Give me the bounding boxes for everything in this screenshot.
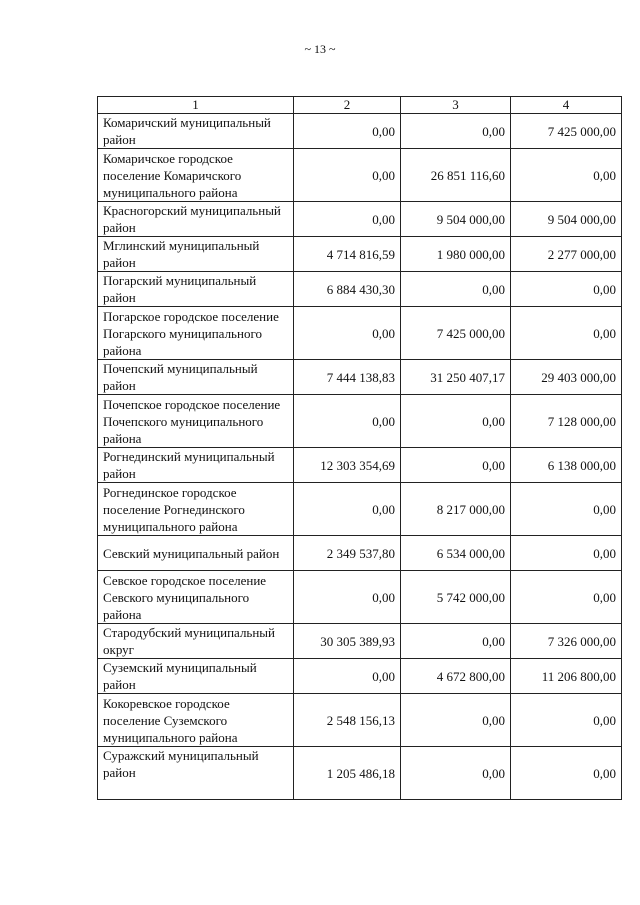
amount-col2: 0,00 [294,571,401,624]
amount-col2: 12 303 354,69 [294,448,401,483]
table-row [98,659,622,694]
municipality-name: Комаричский муниципальный район [98,114,294,149]
municipality-name: Комаричское городское поселение Комаричского муниципального района [98,149,294,202]
amount-col3: 0,00 [401,694,511,747]
amount-col3: 6 534 000,00 [401,536,511,571]
header-row [98,97,622,114]
amount-col2: 0,00 [294,307,401,360]
column-header-1: 1 [98,97,294,114]
amount-col4: 6 138 000,00 [511,448,622,483]
amount-col4: 7 425 000,00 [511,114,622,149]
amount-col2: 2 349 537,80 [294,536,401,571]
amount-col3: 0,00 [401,448,511,483]
municipality-name: Суземский муниципальный район [98,659,294,694]
amount-col4: 0,00 [511,149,622,202]
amount-col2: 1 205 486,18 [294,747,401,800]
table-row [98,149,622,202]
municipality-name: Севское городское поселение Севского муниципального района [98,571,294,624]
amount-col3: 0,00 [401,747,511,800]
municipality-name: Суражский муниципальный район [98,747,294,800]
amount-col3: 0,00 [401,624,511,659]
amount-col2: 0,00 [294,202,401,237]
amount-col3: 4 672 800,00 [401,659,511,694]
amount-col4: 0,00 [511,747,622,800]
amount-col2: 7 444 138,83 [294,360,401,395]
table-row [98,360,622,395]
amount-col3: 0,00 [401,272,511,307]
municipality-name: Почепский муниципальный район [98,360,294,395]
amount-col4: 29 403 000,00 [511,360,622,395]
amount-col3: 8 217 000,00 [401,483,511,536]
amount-col4: 0,00 [511,536,622,571]
budget-table [97,96,622,800]
column-header-3: 3 [401,97,511,114]
table-row [98,624,622,659]
table-row [98,747,622,800]
municipality-name: Рогнединское городское поселение Рогнединского муниципального района [98,483,294,536]
amount-col4: 0,00 [511,483,622,536]
table-row [98,272,622,307]
amount-col2: 0,00 [294,659,401,694]
municipality-name: Погарское городское поселение Погарского муниципального района [98,307,294,360]
amount-col4: 2 277 000,00 [511,237,622,272]
municipality-name: Рогнединский муниципальный район [98,448,294,483]
table-row [98,483,622,536]
table-row [98,237,622,272]
amount-col2: 0,00 [294,395,401,448]
table-row [98,395,622,448]
table-row [98,202,622,237]
table-row [98,307,622,360]
amount-col3: 5 742 000,00 [401,571,511,624]
amount-col3: 0,00 [401,395,511,448]
amount-col4: 9 504 000,00 [511,202,622,237]
municipality-name: Стародубский муниципальный округ [98,624,294,659]
amount-col2: 0,00 [294,149,401,202]
table-row [98,448,622,483]
municipality-name: Красногорский муниципальный район [98,202,294,237]
amount-col4: 0,00 [511,307,622,360]
amount-col4: 11 206 800,00 [511,659,622,694]
amount-col3: 26 851 116,60 [401,149,511,202]
amount-col3: 0,00 [401,114,511,149]
amount-col2: 6 884 430,30 [294,272,401,307]
page-number: ~ 13 ~ [304,42,336,56]
column-header-2: 2 [294,97,401,114]
municipality-name: Севский муниципальный район [98,536,294,571]
table-row [98,114,622,149]
amount-col4: 0,00 [511,272,622,307]
amount-col4: 7 128 000,00 [511,395,622,448]
amount-col2: 0,00 [294,483,401,536]
amount-col3: 9 504 000,00 [401,202,511,237]
table-row [98,571,622,624]
municipality-name: Мглинский муниципальный район [98,237,294,272]
municipality-name: Почепское городское поселение Почепского муниципального района [98,395,294,448]
table-row [98,536,622,571]
amount-col3: 7 425 000,00 [401,307,511,360]
amount-col3: 31 250 407,17 [401,360,511,395]
amount-col3: 1 980 000,00 [401,237,511,272]
column-header-4: 4 [511,97,622,114]
amount-col2: 4 714 816,59 [294,237,401,272]
amount-col2: 30 305 389,93 [294,624,401,659]
municipality-name: Кокоревское городское поселение Суземского муниципального района [98,694,294,747]
table-row [98,694,622,747]
amount-col4: 0,00 [511,571,622,624]
amount-col2: 2 548 156,13 [294,694,401,747]
amount-col2: 0,00 [294,114,401,149]
amount-col4: 0,00 [511,694,622,747]
amount-col4: 7 326 000,00 [511,624,622,659]
municipality-name: Погарский муниципальный район [98,272,294,307]
